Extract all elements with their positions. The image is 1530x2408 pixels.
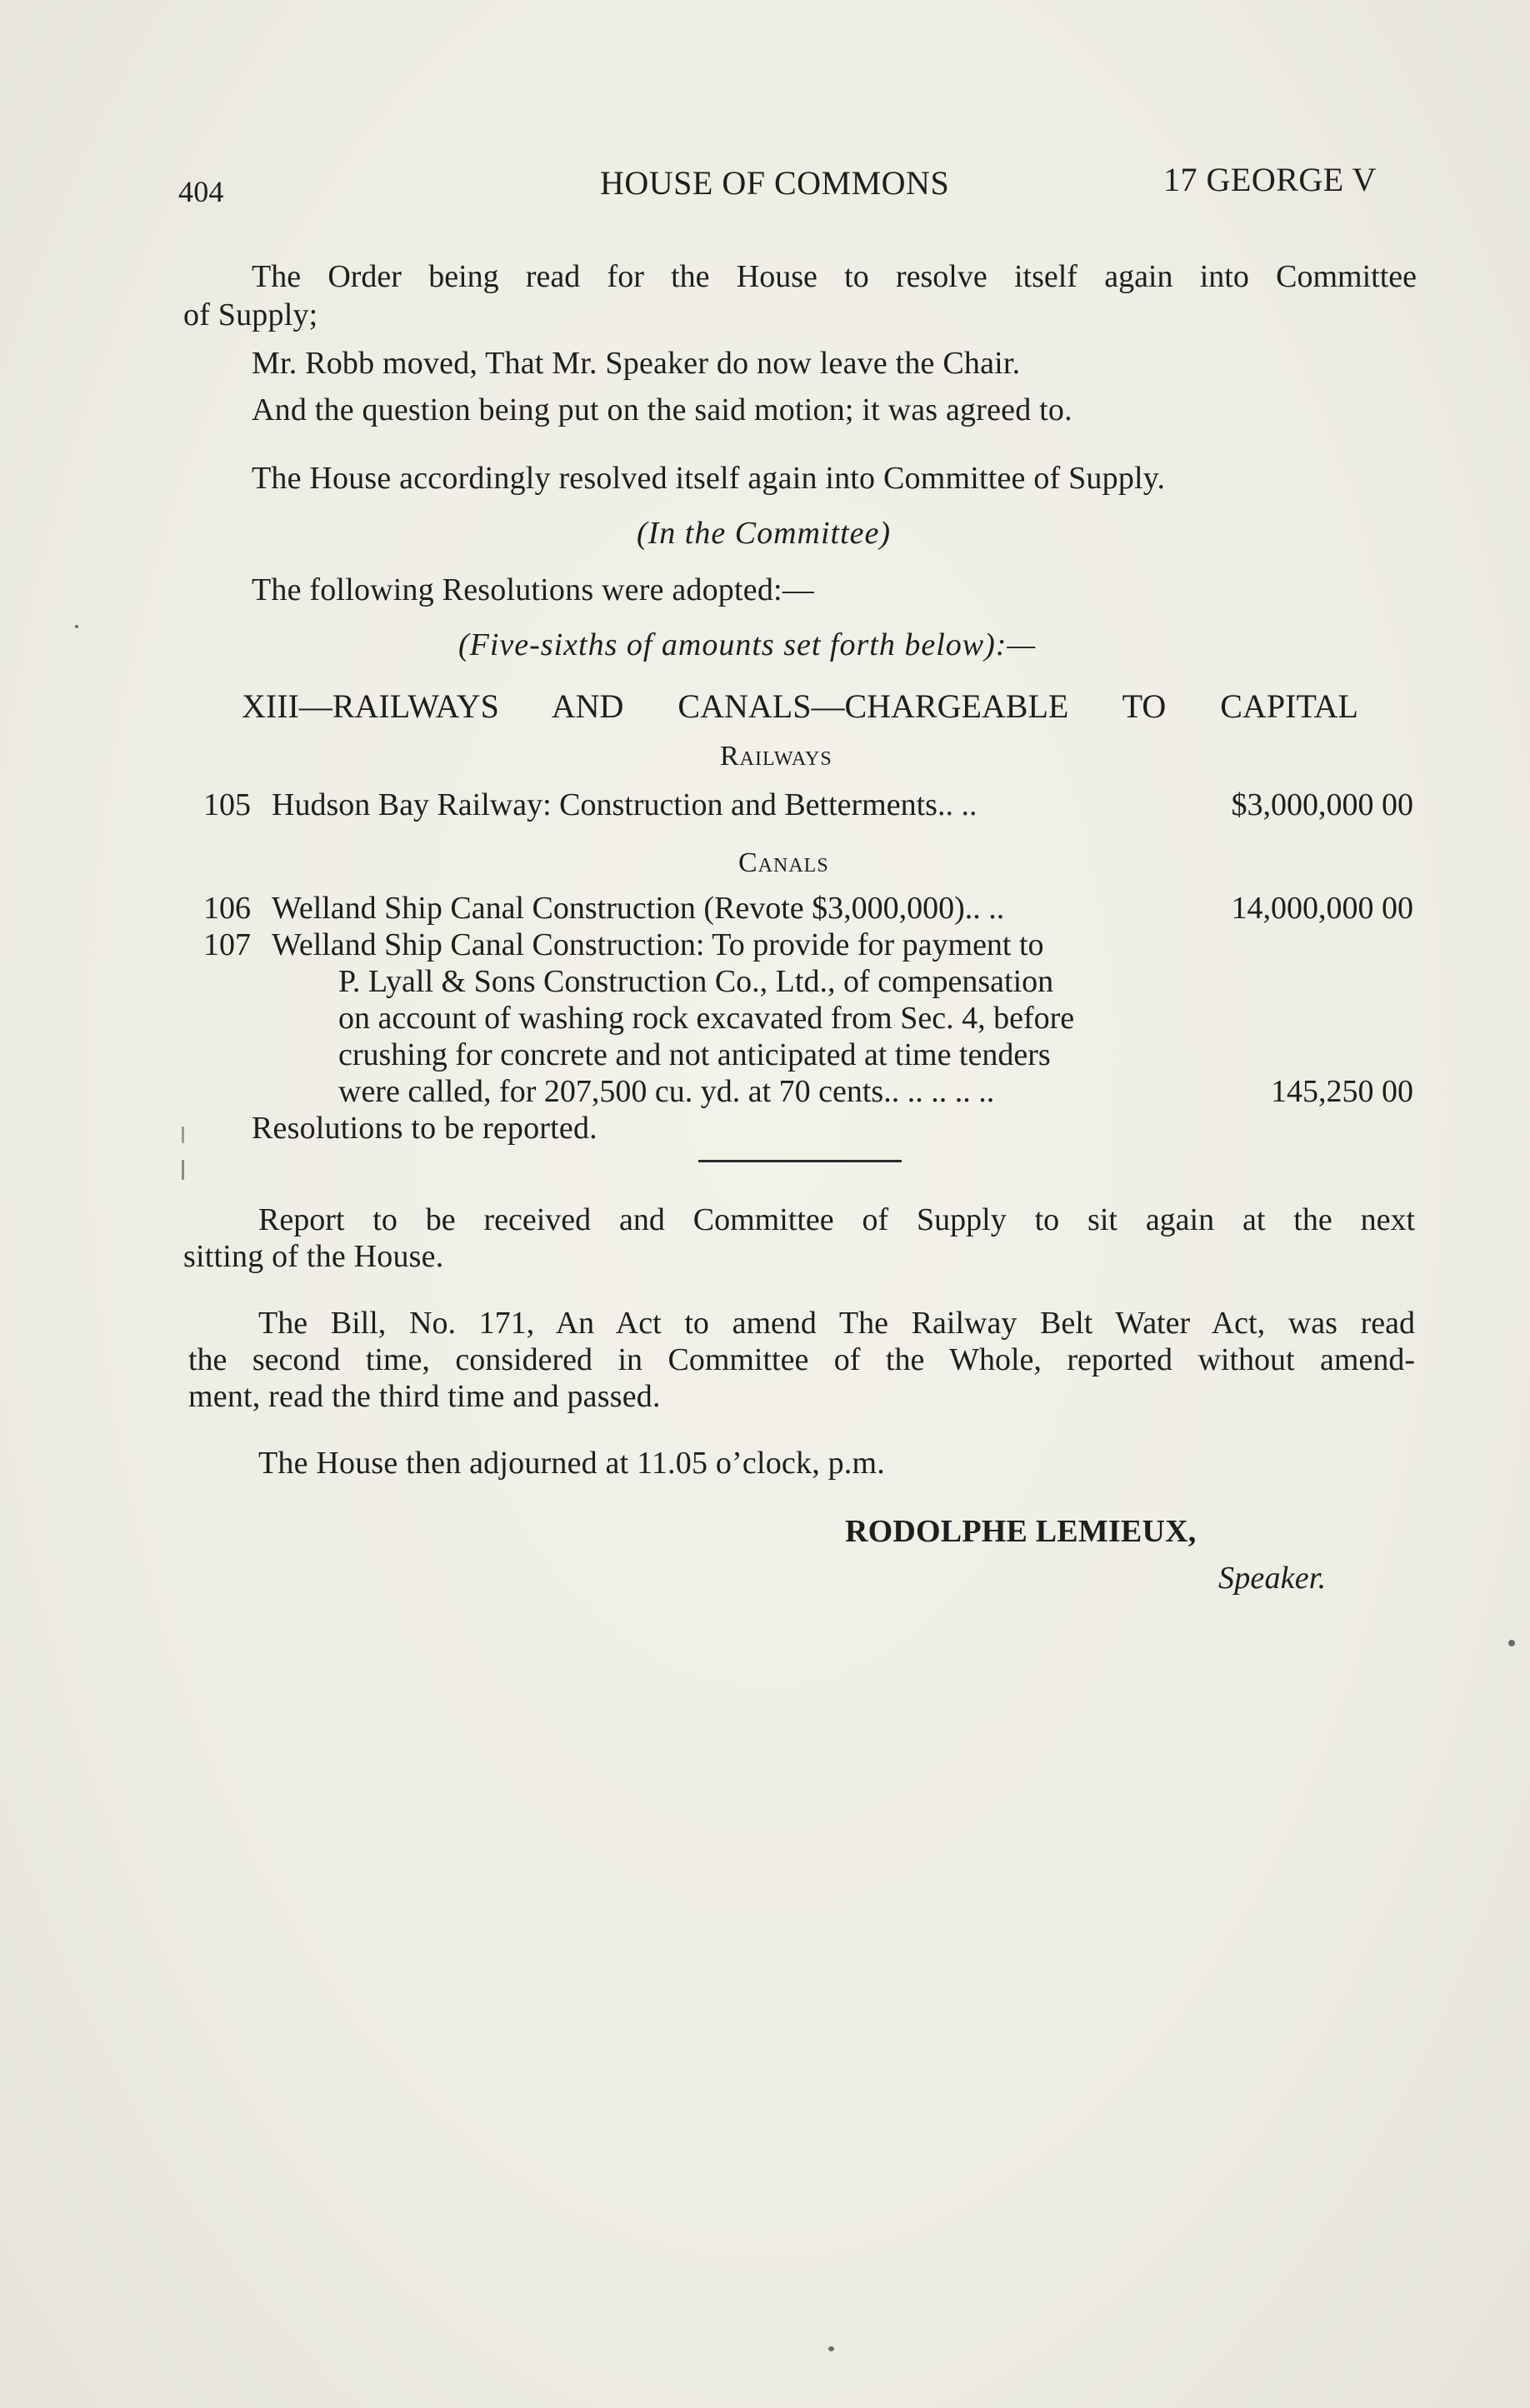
railways-heading: Railways xyxy=(720,741,832,772)
paragraph-adjourned: The House then adjourned at 11.05 o’clock, p.m. xyxy=(258,1446,885,1481)
item-107-amount: 145,250 00 xyxy=(1271,1074,1413,1109)
item-107-line-3: on account of washing rock excavated from Sec. 4, before xyxy=(338,1001,1075,1036)
paper-speck xyxy=(828,2346,834,2351)
item-106-amount: 14,000,000 00 xyxy=(1231,891,1413,926)
item-107-number: 107 xyxy=(203,927,251,962)
page-title: HOUSE OF COMMONS xyxy=(600,164,950,202)
paragraph-resolutions-adopted: The following Resolutions were adopted:— xyxy=(252,572,814,607)
canals-heading: Canals xyxy=(738,847,829,878)
item-107-line-2: P. Lyall & Sons Construction Co., Ltd., of compensation xyxy=(338,964,1054,999)
paragraph-report-line-2: sitting of the House. xyxy=(183,1239,444,1274)
paper-speck xyxy=(75,625,78,628)
paper-mark xyxy=(182,1160,184,1180)
paragraph-bill-line-2: the second time, considered in Committee of the Whole, reported without amend- xyxy=(188,1342,1415,1377)
paragraph-bill-line-1: The Bill, No. 171, An Act to amend The Railway Belt Water Act, was read xyxy=(258,1306,1415,1341)
paper-mark xyxy=(182,1127,184,1143)
five-sixths-note: (Five-sixths of amounts set forth below):— xyxy=(458,627,1037,662)
page-number: 404 xyxy=(178,175,224,208)
item-106-number: 106 xyxy=(203,891,251,926)
in-committee-heading: (In the Committee) xyxy=(637,516,892,551)
section-divider xyxy=(698,1160,902,1162)
item-105-text: Hudson Bay Railway: Construction and Betterments.. .. xyxy=(272,787,978,822)
paragraph-resolved-committee: The House accordingly resolved itself again into Committee of Supply. xyxy=(252,461,1166,496)
item-107-line-1: Welland Ship Canal Construction: To provide for payment to xyxy=(272,927,1044,962)
resolutions-to-be-reported: Resolutions to be reported. xyxy=(252,1111,598,1146)
paragraph-order-line-2: of Supply; xyxy=(183,297,318,332)
signature-title: Speaker. xyxy=(1218,1561,1327,1596)
regnal-year: 17 GEORGE V xyxy=(1163,161,1377,198)
item-107-line-4: crushing for concrete and not anticipated at time tenders xyxy=(338,1037,1051,1072)
signature-name: RODOLPHE LEMIEUX, xyxy=(845,1514,1197,1549)
paragraph-question-put: And the question being put on the said motion; it was agreed to. xyxy=(252,392,1072,427)
paragraph-robb-motion: Mr. Robb moved, That Mr. Speaker do now leave the Chair. xyxy=(252,346,1021,381)
paper-speck xyxy=(1508,1640,1515,1646)
paragraph-report-line-1: Report to be received and Committee of Supply to sit again at the next xyxy=(258,1202,1415,1237)
section-heading: XIII—RAILWAYS AND CANALS—CHARGEABLE TO CAPITAL xyxy=(242,687,1358,725)
item-106-text: Welland Ship Canal Construction (Revote $3,000,000).. .. xyxy=(272,891,1005,926)
paragraph-order-line-1: The Order being read for the House to resolve itself again into Committee xyxy=(252,259,1417,294)
item-105-amount: $3,000,000 00 xyxy=(1231,787,1413,822)
paragraph-bill-line-3: ment, read the third time and passed. xyxy=(188,1379,661,1414)
item-105-number: 105 xyxy=(203,787,251,822)
item-107-line-5: were called, for 207,500 cu. yd. at 70 cents.. .. .. .. .. xyxy=(338,1074,995,1109)
